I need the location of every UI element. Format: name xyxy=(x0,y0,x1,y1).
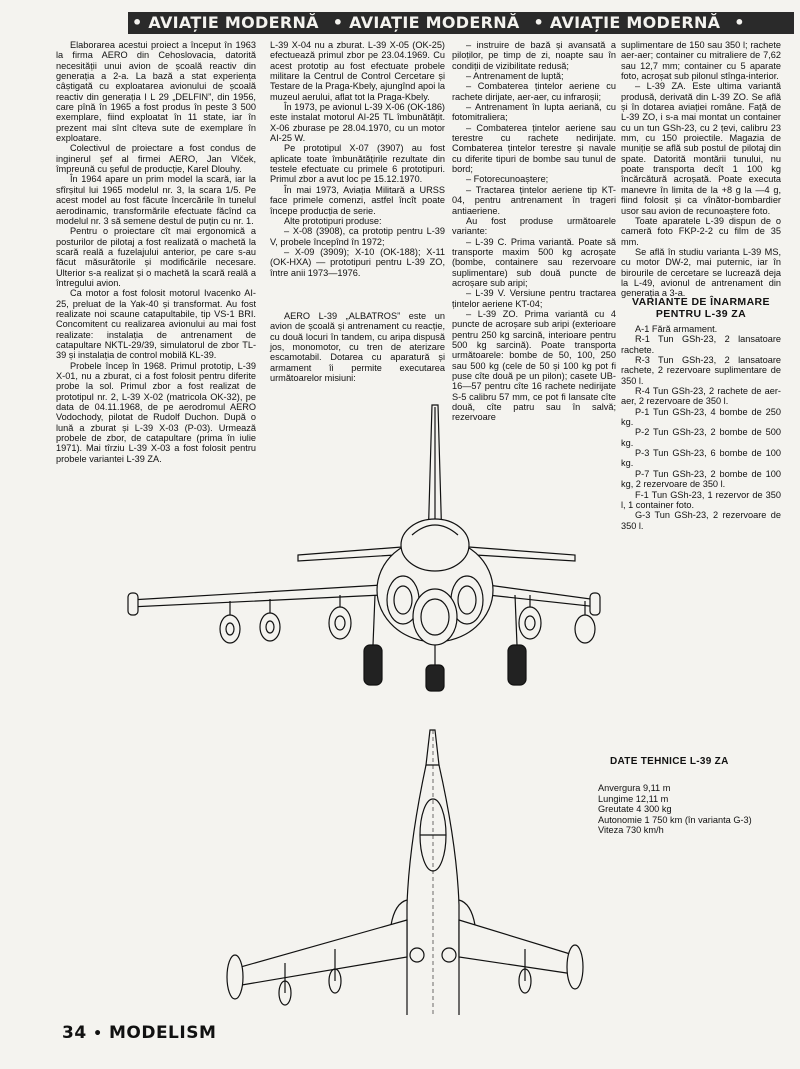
paragraph: – L-39 C. Prima variantă. Poate să transporte maxim 500 kg acroșate (bombe, containere sau rezervoare suplimentare) sub două puncte de acroșare sub aripi; xyxy=(452,236,616,288)
paragraph: Toate aparatele L-39 dispun de o cameră foto FKP-2-2 cu film de 35 mm. xyxy=(621,215,781,247)
paragraph: – Combaterea țintelor aeriene cu rachete dirijate, aer-aer, cu infraroșii; xyxy=(452,81,616,102)
magazine-name: MODELISM xyxy=(108,1023,217,1043)
paragraph: Colectivul de proiectare a fost condus de inginerul șef al firmei AERO, Jan Vlček, împreună cu șeful de producție, Karel Dlouhy. xyxy=(56,143,256,175)
tech-row: Anvergura 9,11 m xyxy=(598,783,671,794)
tech-row: Autonomie 1 750 km (în varianta G-3) xyxy=(598,814,752,825)
paragraph: – Combaterea țintelor aeriene sau terestre cu rachete nedirijate. Combaterea țintelor terestre și navale cu diferite tipuri de bombe sau tunul de bord; xyxy=(452,122,616,175)
variant-item: P-7 Tun GSh-23, 2 bombe de 100 kg, 2 rezervoare de 350 l. xyxy=(621,468,781,490)
page-footer xyxy=(62,1023,216,1043)
footer-separator: • xyxy=(93,1026,103,1042)
variant-item: R-1 Tun GSh-23, 2 lansatoare rachete. xyxy=(621,334,781,355)
technical-data xyxy=(598,757,788,835)
variant-item: R-3 Tun GSh-23, 2 lansatoare rachete, 2 rezervoare suplimentare de 350 l. xyxy=(621,355,781,386)
armament-variants xyxy=(621,292,781,531)
paragraph: AERO L-39 „ALBATROS” este un avion de școală și antrenament cu reacție, cu două locuri în tandem, cu aripa dispusă jos, monomotor, cu tren de aterizare escamotabil. Dotarea cu aparatură și armament îi permite executarea următoarelor misiuni: xyxy=(270,311,445,384)
variant-item: P-1 Tun GSh-23, 4 bombe de 250 kg. xyxy=(621,406,781,428)
paragraph: – Antrenament de luptă; xyxy=(466,71,564,82)
banner-item: • AVIAȚIE MODERNĂ xyxy=(332,13,520,32)
text-column-4 xyxy=(621,40,781,321)
paragraph: Elaborarea acestui proiect a început în 1963 la firma AERO din Cehoslovacia, datorită necesității unui avion de școală reactiv din generația a 2-a. La bază a stat experiența câștigată cu exploatarea avionului de școală reactiv din generația I L 29 „DELFIN”, din 1956, care pînă în 1965 a fost produs în peste 3 500 exemplare, fiind exploatat în 11 state, iar în prezent mai sînt cîteva sute de exemplare în exploatare. xyxy=(56,40,256,144)
paragraph: – Tractarea țintelor aeriene tip KT-04, pentru antrenament în trageri antiaeriene. xyxy=(452,184,616,216)
paragraph: – X-09 (3909); X-10 (OK-188); X-11 (OK-HXA) — prototipuri pentru L-39 ZO, între anii 1973—1976. xyxy=(270,246,445,278)
banner-item: • xyxy=(734,13,745,32)
paragraph: L-39 X-04 nu a zburat. L-39 X-05 (OK-25) efectuează primul zbor pe 23.04.1969. Cu acest prototip au fost efectuate probele militare la Centrul de Control Cercetare și Testare de la Praga-Kbely, ajungînd apoi la muzeul aerului, aflat tot la Praga-Kbely. xyxy=(270,40,446,102)
tech-row: Greutate 4 300 kg xyxy=(598,804,672,815)
paragraph: Se află în studiu varianta L-39 MS, cu motor DW-2, mai puternic, iar în birourile de cercetare se lucrează deja la L-49, avionul de antrenament din generația a 3-a. xyxy=(621,246,781,299)
paragraph: În 1964 apare un prim model la scară, iar la sfîrșitul lui 1965 modelul nr. 3, la scara 1/5. Pe acest model au fost făcute încercările în tunelul aerodinamic, transformările efectuate făcînd ca modelul nr. 3 să semene destul de puțin cu nr. 1. xyxy=(56,174,256,226)
paragraph: – X-08 (3908), ca prototip pentru L-39 V, probele începînd în 1972; xyxy=(270,226,445,247)
variants-title: VARIANTE DE ÎNARMARE PENTRU L-39 ZA xyxy=(632,296,770,320)
variant-item: P-3 Tun GSh-23, 6 bombe de 100 kg. xyxy=(621,448,781,469)
section-banner xyxy=(128,12,794,34)
tech-row: Lungime 12,11 m xyxy=(598,793,669,804)
paragraph: – L-39 ZO. Prima variantă cu 4 puncte de acroșare sub aripi (exterioare pentru 250 kg sarcină, interioare pentru 500 kg sarcină). Poate transporta următoarele: bombe de 50, 100, 250 sau 500 kg (cele de 50 și 100 kg pot fi puse cîte două pe un pilon); casete UB-16—57 pentru cîte 16 rachete nedirijate S-5 calibru 57 mm, ce pot fi lansate cîte două, cîte patru sau în salvă; rezervoare xyxy=(452,308,616,423)
paragraph: Pentru o proiectare cît mai ergonomică a posturilor de pilotaj a fost realizată o machetă la scară reală a fuzelajului anterior, pe care s-au făcut măsurătorile și modificările necesare. Ulterior s-a realizat și o machetă la scară reală a întregului avion. xyxy=(56,226,256,288)
variant-item: F-1 Tun GSh-23, 1 rezervor de 350 l, 1 container foto. xyxy=(621,489,781,510)
aircraft-top-view-drawing xyxy=(225,725,585,1015)
paragraph: – Antrenament în lupta aeriană, cu fotomitraliera; xyxy=(452,102,616,123)
text-column-2 xyxy=(270,40,445,312)
paragraph: – instruire de bază și avansată a piloților, pe timp de zi, noapte sau în condiții de vizibilitate redusă; xyxy=(452,40,616,71)
paragraph: În mai 1973, Aviația Militară a URSS face primele comenzi, astfel încît poate începe producția de serie. xyxy=(270,184,445,216)
variant-item: R-4 Tun GSh-23, 2 rachete de aer-aer, 2 rezervoare de 350 l. xyxy=(621,386,781,407)
text-column-3 xyxy=(452,40,616,423)
text-column-2-description xyxy=(270,311,445,387)
paragraph: În 1973, pe avionul L-39 X-06 (OK-186) este instalat motorul AI-25 TL îmbunătățit. X-06 zburase pe 28.04.1970, cu un motor AI-25 W. xyxy=(270,102,445,144)
paragraph: Pe prototipul X-07 (3907) au fost aplicate toate îmbunătățirile rezultate din testele efectuate cu primele 6 prototipuri. Primul zbor a avut loc pe 15.12.1970. xyxy=(270,143,445,185)
paragraph: suplimentare de 150 sau 350 l; rachete aer-aer; container cu mitraliere de 7,62 sau 12,7 mm; container cu 5 aparate foto, acroșat sub pilonul stînga-interior. xyxy=(621,40,781,82)
variant-item: A-1 Fără armament. xyxy=(635,324,718,334)
banner-item: • AVIAȚIE MODERNĂ xyxy=(132,13,319,32)
paragraph: Ca motor a fost folosit motorul Ivacenko AI-25, preluat de la Yak-40 și transformat. Au fost realizate noi scaune catapultabile, tip VS-1 BRI. Concomitent cu realizarea avionului au mai fost realizate: instalația de antrenament de catapultare NKTL-29/39, simulatorul de zbor TL-39 și instalația de control mobilă KL-39. xyxy=(56,288,256,361)
tech-row: Viteza 730 km/h xyxy=(598,825,664,836)
aircraft-front-view-drawing xyxy=(120,395,610,705)
paragraph: – L-39 V. Versiune pentru tractarea țintelor aeriene KT-04; xyxy=(452,288,616,309)
paragraph: Probele încep în 1968. Primul prototip, L-39 X-01, nu a zburat, ci a fost folosit pentru diferite probe la sol. Primul zbor a fost realizat de prototipul nr. 2, L-39 X-02 (matricola OK-32), pe data de 04.11.1968, de pe aerodromul AERO Vodochody, pilotat de Rudolf Duchon. După o lună a zburat și L-39 X-03 (P-03). Urmează probele de zbor, de catapultare (prima în iulie 1971). Mai tîrziu L-39 X-03 a fost folosit pentru probele variantei L-39 ZA. xyxy=(56,360,256,464)
paragraph: – Fotorecunoaștere; xyxy=(466,174,549,185)
tech-title: DATE TEHNICE L-39 ZA xyxy=(610,756,729,767)
paragraph: Alte prototipuri produse: xyxy=(284,215,382,226)
variant-item: G-3 Tun GSh-23, 2 rezervoare de 350 l. xyxy=(621,510,781,531)
paragraph: – L-39 ZA. Este ultima variantă produsă, derivată din L-39 ZO. Se află și în dotarea aviației române. Față de L-39 ZO, i s-a mai montat un container cu un tun GSh-23, cu 2 țevi, calibru 23 mm, cu 150 proiectile. Magazia de muniție se află sub postul de pilotaj din spate. Datorită montării tunului, nu poate transporta decît 1 100 kg încărcătură acroșată. Poate executa manevre în limita de la +8 g la —4 g, fiind folosit și ca vînător-bombardier usor sau avion de recunoaștere foto. xyxy=(621,81,781,216)
variant-item: P-2 Tun GSh-23, 2 bombe de 500 kg. xyxy=(621,427,781,448)
paragraph: Au fost produse următoarele variante: xyxy=(452,215,616,237)
page-number: 34 xyxy=(62,1023,87,1043)
banner-item: • AVIAȚIE MODERNĂ xyxy=(533,13,721,32)
